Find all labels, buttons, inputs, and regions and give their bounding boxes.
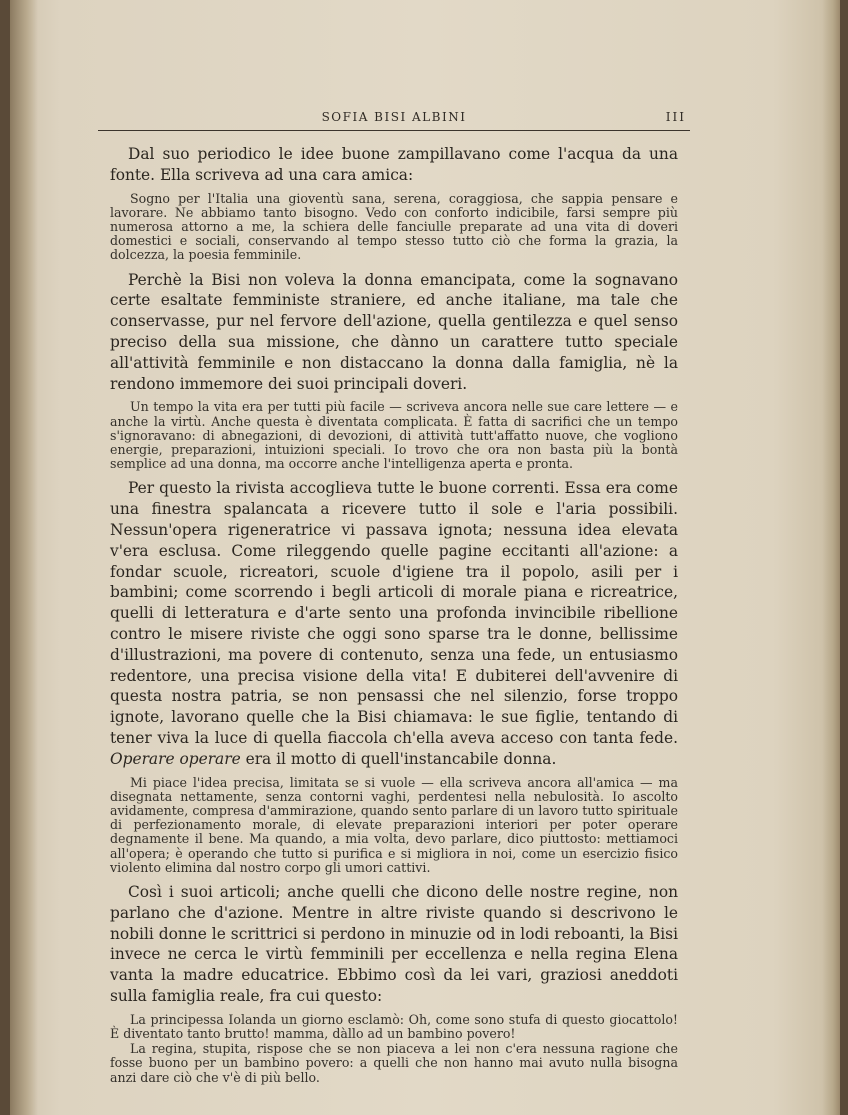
page-gutter — [10, 0, 38, 1115]
paragraph-2: Perchè la Bisi non voleva la donna emancipata, come la sognavano certe esaltate femministe straniere, ed anche italiane, ma tale che conservasse, pur nel fervore dell'azione, quella gentilezza e quel senso preciso della sua missione, che dànno un carattere tutto speciale all'attività femminile e non distaccano la donna dalla famiglia, nè la rendono immemore dei suoi principali doveri. — [110, 270, 678, 393]
page-number: III — [665, 110, 686, 124]
paragraph-3 — [110, 478, 678, 769]
page-edge — [822, 0, 840, 1115]
quote-5: La regina, stupita, rispose che se non piaceva a lei non c'era nessuna ragione che fosse buono per un bambino povero: a quelli che non hanno mai avuto nulla bisogna anzi dare ciò che v'è di più bello. — [110, 1041, 678, 1085]
quote-3: Mi piace l'idea precisa, limitata se si vuole — ella scriveva ancora all'amica — ma disegnata nettamente, senza contorni vaghi, perdentesi nella nebulosità. Io ascolto avidamente, compresa d'ammirazione, quando sento parlare di un lavoro tutto spirituale di perfezionamento morale, di elevate preparazioni interiori per poter operare degnamente il bene. Ma quando, a mia volta, devo parlare, dico piuttosto: mettiamoci all'opera; è operando che tutto si purifica e si migliora in noi, come un esercizio fisico violento elimina dal nostro corpo gli umori cattivi. — [110, 774, 678, 875]
page-body — [110, 144, 678, 1092]
page-header — [98, 108, 690, 131]
running-head: SOFIA BISI ALBINI — [321, 110, 467, 124]
quote-1: Sogno per l'Italia una gioventù sana, serena, coraggiosa, che sappia pensare e lavorare. Ne abbiamo tanto bisogno. Vedo con conforto indicibile, farsi sempre più numerosa attorno a me, la schiera delle fanciulle preparate ad una vita di doveri domestici e sociali, conservando al tempo stesso tutto ciò che forma la grazia, la dolcezza, la poesia femminile. — [110, 190, 678, 263]
paragraph-3-end: era il motto di quell'instancabile donna. — [240, 749, 557, 768]
motto: Operare operare — [110, 749, 241, 768]
paragraph-4: Così i suoi articoli; anche quelli che dicono delle nostre regine, non parlano che d'azione. Mentre in altre riviste quando si descrivono le nobili donne le scrittrici si perdono in minuzie od in lodi reboanti, la Bisi invece ne cerca le virtù femminili per eccellenza e nella regina Elena vanta la madre educatrice. Ebbimo così da lei vari, graziosi aneddoti sulla famiglia reale, fra cui questo: — [110, 882, 678, 1005]
quote-2: Un tempo la vita era per tutti più facile — scriveva ancora nelle sue care lettere — e anche la virtù. Anche questa è diventata complicata. È fatta di sacrifici che un tempo s'ignoravano: di abnegazioni, di devozioni, di attività tutt'affatto nuove, che vogliono energie, preparazioni, intuizioni speciali. Io trovo che ora non basta più la bontà semplice ad una donna, ma occorre anche l'intelligenza aperta e pronta. — [110, 399, 678, 472]
paragraph-3-text: Per questo la rivista accoglieva tutte le buone correnti. Essa era come una finestra spalancata a ricevere tutto il sole e l'aria possibili. Nessun'opera rigeneratrice vi passava ignota; nessuna idea elevata v'era esclusa. Come rileggendo quelle pagine eccitanti all'azione: a fondar scuole, ricreatori, scuole d'igiene tra il popolo, asili per i bambini; come scorrendo i begli articoli di morale piana e ricreatrice, quelli di letteratura e d'arte sento una profonda invincibile ribellione contro le misere riviste che oggi sono sparse tra le donne, bellissime d'illustrazioni, ma povere di contenuto, senza una fede, un entusiasmo redentore, una precisa visione della vita! E dubiterei dell'avvenire di questa nostra patria, se non pensassi che nel silenzio, forse troppo ignote, lavorano quelle che la Bisi chiamava: le sue figlie, tentando di tener viva la luce di quella fiaccola ch'ella aveva acceso con tanta fede. — [110, 479, 678, 747]
paragraph-1: Dal suo periodico le idee buone zampillavano come l'acqua da una fonte. Ella scriveva ad una cara amica: — [110, 145, 678, 184]
quote-4: La principessa Iolanda un giorno esclamò: Oh, come sono stufa di questo giocattolo! È diventato tanto brutto! mamma, dàllo ad un bambino povero! — [110, 1011, 678, 1041]
